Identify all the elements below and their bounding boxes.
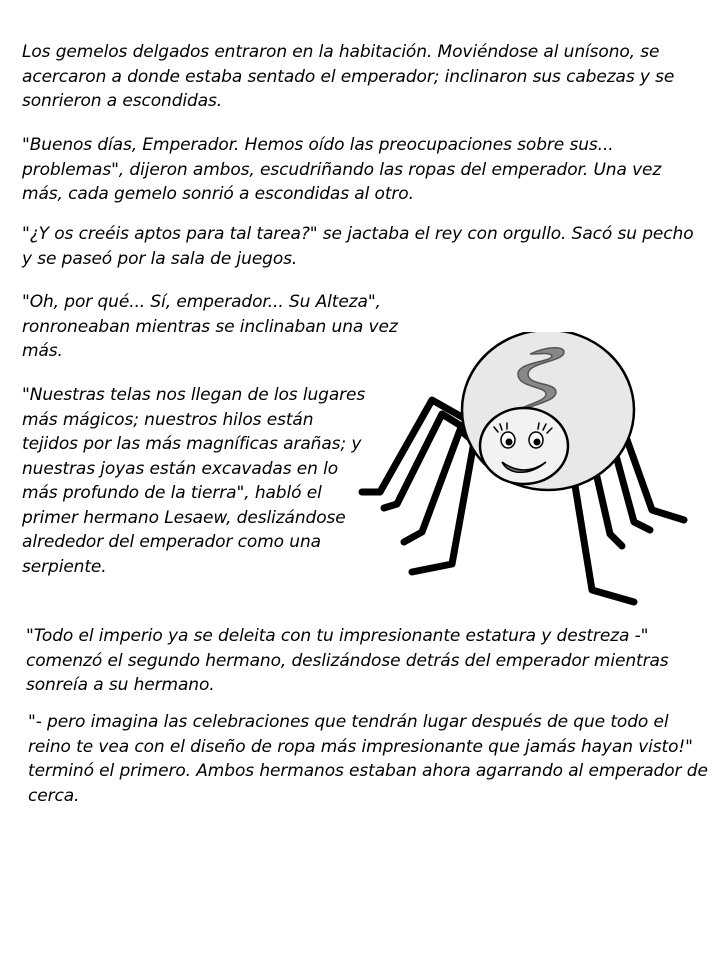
paragraph-purring-bow: "Oh, por qué... Sí, emperador... Su Alteza", ronroneaban mientras se inclinaban una vez más. (22, 292, 398, 361)
paragraph-celebrations: "- pero imagina las celebraciones que tendrán lugar después de que todo el reino te vea con el diseño de ropa más impresionante que jamás hayan visto!" terminó el primero. Ambos hermanos estaban ahora agarrando al emperador de cerca. (28, 712, 708, 806)
paragraph-magic-fabrics: "Nuestras telas nos llegan de los lugares más mágicos; nuestros hilos están tejidos por las más magníficas arañas; y nuestras joyas están excavadas en lo más profundo de la tierra", habló el primer hermano Lesaew, deslizándose alrededor del emperador como una serpiente. (22, 385, 366, 577)
paragraph-good-morning: "Buenos días, Emperador. Hemos oído las preocupaciones sobre sus... problemas", dijeron ambos, escudriñando las ropas del emperador. Una vez más, cada gemelo sonrió a escondidas al otro. (22, 135, 662, 204)
spider-icon (352, 332, 697, 612)
spider-leg-left-4 (412, 442, 492, 572)
paragraph-twins-enter: Los gemelos delgados entraron en la habitación. Moviéndose al unísono, se acercaron a donde estaba sentado el emperador; inclinaron sus cabezas y se sonrieron a escondidas. (22, 42, 675, 111)
paragraph-second-brother: "Todo el imperio ya se deleita con tu impresionante estatura y destreza -" comenzó el segundo hermano, deslizándose detrás del emperador mientras sonreía a su hermano. (26, 626, 669, 695)
paragraph-king-boasts: "¿Y os creéis aptos para tal tarea?" se jactaba el rey con orgullo. Sacó su pecho y se paseó por la sala de juegos. (22, 224, 694, 269)
